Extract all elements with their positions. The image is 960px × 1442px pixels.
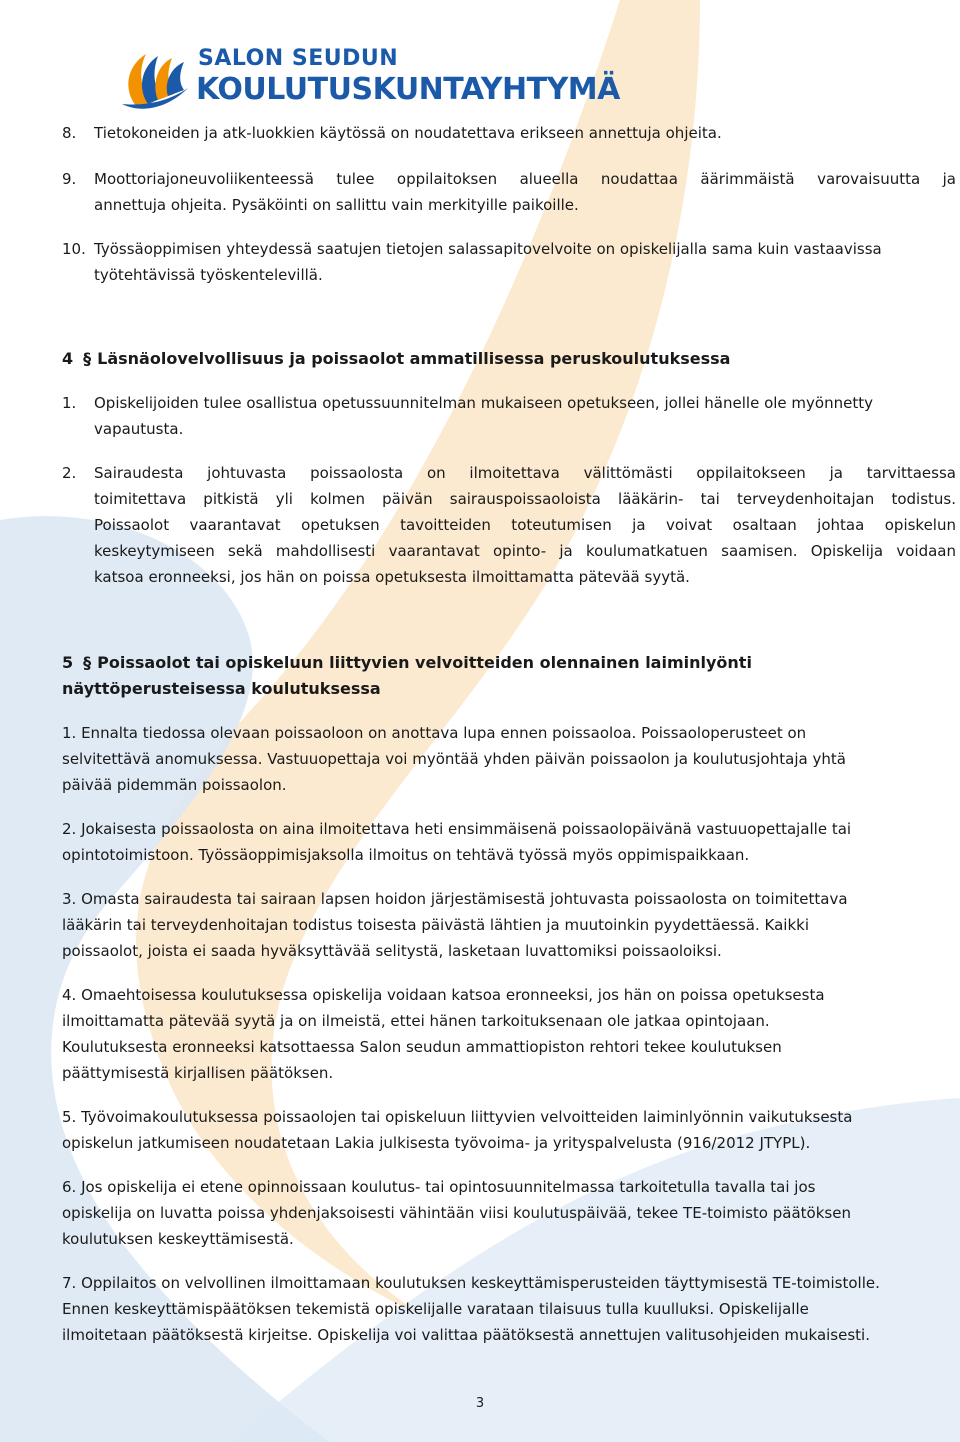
paragraph-line: poissaolot, joista ei saada hyväksyttävää selitystä, lasketaan luvattomiksi poissaoloiksi. <box>62 942 722 960</box>
paragraph-line: 3. Omasta sairaudesta tai sairaan lapsen hoidon järjestämisestä johtuvasta poissaolosta on toimitettava <box>62 890 848 908</box>
section-title: Läsnäolovelvollisuus ja poissaolot ammatillisessa peruskoulutuksessa <box>97 349 731 368</box>
paragraph-line: opiskelija on luvatta poissa yhdenjaksoisesti vähintään viisi koulutuspäivää, tekee TE-toimisto päätöksen <box>62 1204 851 1222</box>
item-text-line: annettuja ohjeita. Pysäköinti on sallittu vain merkityille paikoille. <box>94 196 579 214</box>
item-text-line: Poissaolot vaarantavat opetuksen tavoitteiden toteutumisen ja voivat osaltaan johtaa opiskelun <box>94 516 956 534</box>
paragraph-line: Ennen keskeyttämispäätöksen tekemistä opiskelijalle varataan tilaisuus tulla kuulluksi. Opiskelijalle <box>62 1300 809 1318</box>
paragraph-line: opiskelun jatkumiseen noudatetaan Lakia julkisesta työvoima- ja yrityspalvelusta (916/2012 JTYPL). <box>62 1134 811 1152</box>
paragraph-line: 1. Ennalta tiedossa olevaan poissaoloon on anottava lupa ennen poissaoloa. Poissaoloperusteet on <box>62 724 807 742</box>
section-number: 5 <box>62 653 74 672</box>
section-symbol: § <box>83 349 92 368</box>
paragraph-line: lääkärin tai terveydenhoitajan todistus toisesta päivästä lähtien ja muutoinkin pyydettäessä. Kaikki <box>62 916 809 934</box>
item-text-line: Tietokoneiden ja atk-luokkien käytössä on noudatettava erikseen annettuja ohjeita. <box>94 124 722 142</box>
paragraph-line: ilmoitetaan päätöksestä kirjeitse. Opiskelija voi valittaa päätöksestä annettujen valitusohjeiden mukaisesti. <box>62 1326 870 1344</box>
item-text-line: Opiskelijoiden tulee osallistua opetussuunnitelman mukaiseen opetukseen, jollei hänelle ole myönnetty <box>94 394 873 412</box>
section-5-heading-line-2: näyttöperusteisessa koulutuksessa <box>62 679 381 698</box>
paragraph-line: opintotoimistoon. Työssäoppimisjaksolla ilmoitus on tehtävä työssä myös oppimispaikkaan. <box>62 846 750 864</box>
item-text-line: työtehtävissä työskentelevillä. <box>94 266 323 284</box>
item-number: 8. <box>62 124 77 142</box>
logo-line-2: KOULUTUSKUNTAYHTYMÄ <box>196 72 620 107</box>
item-text-line: toimitettava pitkistä yli kolmen päivän sairauspoissaoloista lääkärin- tai terveydenhoitajan todistus. <box>94 490 956 508</box>
paragraph-line: 6. Jos opiskelija ei etene opinnoissaan koulutus- tai opintosuunnitelmassa tarkoitetulla tavalla tai jos <box>62 1178 816 1196</box>
section-symbol: § <box>83 653 92 672</box>
item-text-line: keskeytymiseen sekä mahdollisesti vaarantavat opinto- ja koulumatkatuen saamisen. Opiskelija voidaan <box>94 542 956 560</box>
item-text-line: Moottoriajoneuvoliikenteessä tulee oppilaitoksen alueella noudattaa äärimmäistä varovaisuutta ja <box>94 170 956 188</box>
item-text-line: katsoa eronneeksi, jos hän on poissa opetuksesta ilmoittamatta pätevää syytä. <box>94 568 690 586</box>
paragraph-line: selvitettävä anomuksessa. Vastuuopettaja voi myöntää yhden päivän poissaolon ja koulutusjohtaja yhtä <box>62 750 846 768</box>
paragraph-line: 4. Omaehtoisessa koulutuksessa opiskelija voidaan katsoa eronneeksi, jos hän on poissa opetuksesta <box>62 986 825 1004</box>
item-number: 10. <box>62 240 86 258</box>
logo-emblem-icon <box>118 44 192 114</box>
paragraph-line: päivää pidemmän poissaolon. <box>62 776 287 794</box>
item-text-line: vapautusta. <box>94 420 184 438</box>
section-5-heading <box>62 650 752 676</box>
paragraph-line: Koulutuksesta eronneeksi katsottaessa Salon seudun ammattiopiston rehtori tekee koulutuksen <box>62 1038 782 1056</box>
section-number: 4 <box>62 349 74 368</box>
item-text-line: Sairaudesta johtuvasta poissaolosta on ilmoitettava välittömästi oppilaitokseen ja tarvittaessa <box>94 464 956 482</box>
item-number: 1. <box>62 394 77 412</box>
organization-logo <box>118 44 620 114</box>
item-number: 9. <box>62 170 77 188</box>
section-title: Poissaolot tai opiskeluun liittyvien velvoitteiden olennainen laiminlyönti <box>97 653 752 672</box>
section-4-heading <box>62 346 730 372</box>
paragraph-line: 7. Oppilaitos on velvollinen ilmoittamaan koulutuksen keskeyttämisperusteiden täyttymisestä TE-toimistolle. <box>62 1274 880 1292</box>
paragraph-line: päättymisestä kirjallisen päätöksen. <box>62 1064 334 1082</box>
item-text-line: Työssäoppimisen yhteydessä saatujen tietojen salassapitovelvoite on opiskelijalla sama kuin vastaavissa <box>94 240 882 258</box>
paragraph-line: 2. Jokaisesta poissaolosta on aina ilmoitettava heti ensimmäisenä poissaolopäivänä vastuuopettajalle tai <box>62 820 852 838</box>
item-number: 2. <box>62 464 77 482</box>
paragraph-line: koulutuksen keskeyttämisestä. <box>62 1230 294 1248</box>
logo-line-1: SALON SEUDUN <box>198 46 399 71</box>
paragraph-line: ilmoittamatta pätevää syytä ja on ilmeistä, ettei hänen tarkoituksenaan ole jatkaa opintojaan. <box>62 1012 770 1030</box>
page-number: 3 <box>475 1396 485 1411</box>
paragraph-line: 5. Työvoimakoulutuksessa poissaolojen tai opiskeluun liittyvien velvoitteiden laiminlyönnin vaikutuksesta <box>62 1108 853 1126</box>
